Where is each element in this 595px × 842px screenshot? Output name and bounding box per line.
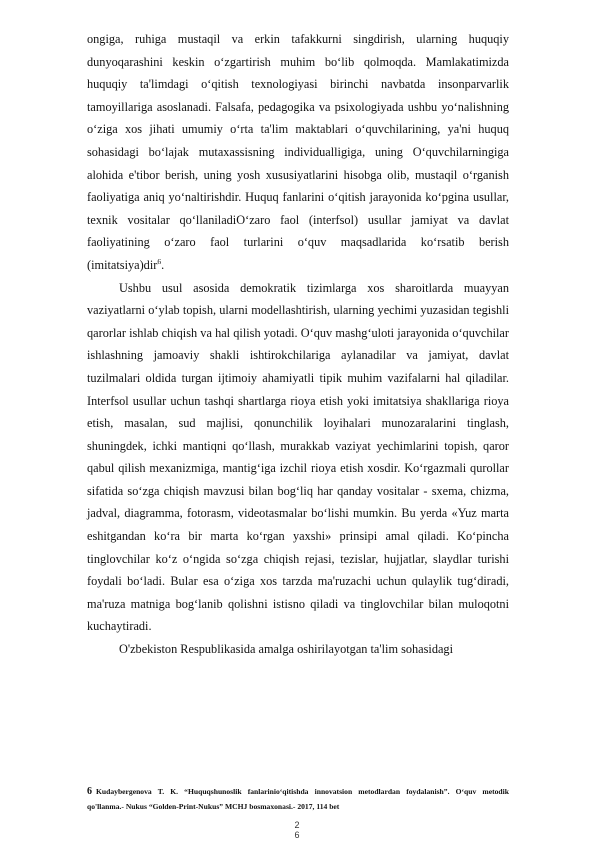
footnote-text: Kudaybergenova T. K. “Huquqshunoslik fanlarinio‘qitishda innovatsion metodlardan foydalanish”. O‘quv metodik qo'llanma.- Nukus “Golden-Print-Nukus” MCHJ bosmaxonasi.- 2017, 114 bet <box>87 787 509 811</box>
paragraph-1-text: ongiga, ruhiga mustaqil va erkin tafakkurni singdirish, ularning huquqiy dunyoqarashini keskin o‘zgartirish muhim bo‘lib qolmoqda. Mamlakatimizda huquqiy ta'limdagi o‘qitish texnologiyasi birinchi navbatda insonparvarlik tamoyillariga asoslanadi. Falsafa, pedagogika va psixologiyada ushbu yo‘nalishning o‘ziga xos jihati umumiy o‘rta ta'lim maktablari o‘quvchilarining, ya'ni huquq sohasidagi bo‘lajak mutaxassisning individualligiga, uning O‘quvchilarningiga alohida e'tibor berish, uning yosh xususiyatlarini hisobga olib, mustaqil o‘rganish faoliyatiga aniq yo‘naltirishdir. Huquq fanlarini o‘qitish jarayonida ko‘pgina usullar, texnik vositalar qo‘llaniladiO‘zaro faol (interfsol) usullar jamiyat va davlat faoliyatining o‘zaro faol turlarini o‘quv maqsadlarida ko‘rsatib berish (imitatsiya)dir <box>87 32 509 272</box>
paragraph-3: O'zbekiston Respublikasida amalga oshirilayotgan ta'lim sohasidagi <box>119 642 453 657</box>
page-number <box>287 820 307 840</box>
page-number-line-2: 6 <box>294 830 300 840</box>
footnote <box>87 784 509 814</box>
paragraph-1 <box>87 28 509 277</box>
footnote-reference[interactable]: 6 <box>157 256 162 266</box>
paragraph-2: Ushbu usul asosida demokratik tizimlarga xos sharoitlarda muayyan vaziyatlarni o‘ylab topish, ularni modellashtirish, ularning yechimi yuzasidan tegishli qarorlar ishlab chiqish va hal qilish yotadi. O‘quv mashg‘uloti jarayonida o‘quvchilar ishlashning jamoaviy shakli ishtirokchilariga aylanadilar va jamiyat, davlat tuzilmalari oldida turgan ijtimoiy ahamiyatli tipik muhim vazifalarni hal qiladilar. Interfsol usullar uchun tashqi shartlarga rioya etish yoki imitatsiya shakllariga rioya etish, masalan, sud majlisi, qonunchilik loyihalari munozaralarini tinglash, shuningdek, ichki mantiqni qo‘llash, murakkab vaziyat yechimlarini topish, qaror qabul qilish mexanizmiga, mantig‘iga izchil rioya etish xosdir. Ko‘rgazmali qurollar sifatida so‘zga chiqish mavzusi bilan bog‘liq har qanday vositalar - sxema, chizma, jadval, diagramma, fotorasm, videotasmalar bo‘lishi mumkin. Bu yerda «Yuz marta eshitgandan ko‘ra bir marta ko‘rgan yaxshi» prinsipi amal qiladi. Ko‘pincha tinglovchilar ko‘z o‘ngida so‘zga chiqish rejasi, tezislar, hujjatlar, slaydlar turishi foydali bo‘ladi. Bular esa o‘ziga xos tarzda ma'ruzachi uchun qulaylik tug‘diradi, ma'ruza matniga bog‘lanib qolishni istisno qiladi va tinglovchilar bilan muloqotni kuchaytiradi. <box>87 280 509 634</box>
page-number-line-1: 2 <box>294 820 300 830</box>
body-text <box>87 28 509 661</box>
paragraph-1-end: . <box>161 257 165 272</box>
footnote-number: 6 <box>87 786 92 797</box>
